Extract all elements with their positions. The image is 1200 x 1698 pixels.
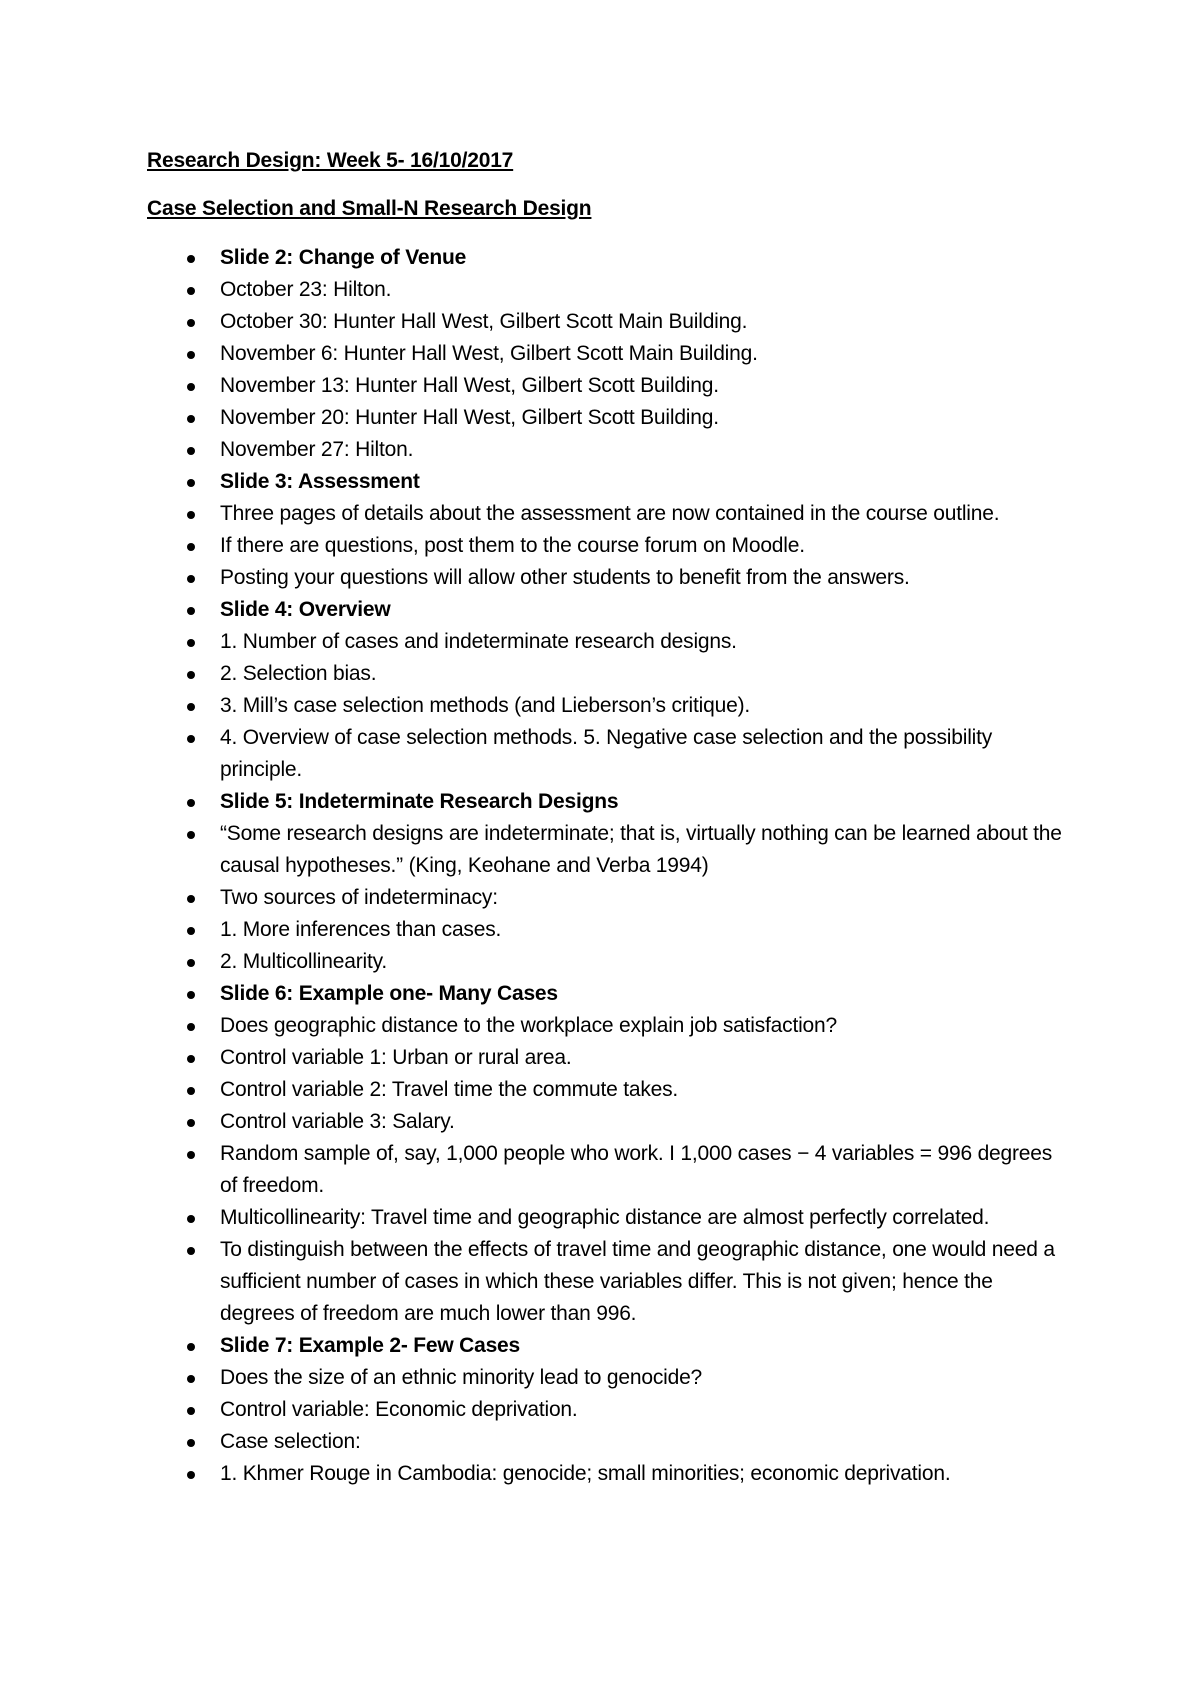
list-item-text: Control variable: Economic deprivation.: [220, 1398, 578, 1421]
bullet-icon: [187, 735, 195, 743]
bullet-icon: [187, 287, 195, 295]
bullet-icon: [187, 255, 195, 263]
list-item-text: “Some research designs are indeterminate; that is, virtually nothing can be learned about the causal hypotheses.” (King, Keohane and Verba 1994): [220, 822, 1062, 877]
list-item: [187, 370, 1067, 402]
bullet-icon: [187, 1343, 195, 1351]
list-item-text: Control variable 3: Salary.: [220, 1110, 455, 1133]
bullet-icon: [187, 383, 195, 391]
slide-heading-item: [187, 594, 1067, 626]
list-item-text: 2. Multicollinearity.: [220, 950, 387, 973]
list-item: [187, 1234, 1067, 1330]
bullet-icon: [187, 1247, 195, 1255]
list-item-text: Slide 6: Example one- Many Cases: [220, 982, 558, 1005]
list-item: [187, 1042, 1067, 1074]
list-item-text: Control variable 2: Travel time the commute takes.: [220, 1078, 679, 1101]
bullet-icon: [187, 895, 195, 903]
bullet-icon: [187, 543, 195, 551]
list-item-text: If there are questions, post them to the course forum on Moodle.: [220, 534, 805, 557]
bullet-icon: [187, 1439, 195, 1447]
list-item: [187, 818, 1067, 882]
list-item-text: November 13: Hunter Hall West, Gilbert Scott Building.: [220, 374, 719, 397]
list-item-text: 1. Number of cases and indeterminate research designs.: [220, 630, 737, 653]
list-item: [187, 434, 1067, 466]
list-item: [187, 1138, 1067, 1202]
list-item: [187, 658, 1067, 690]
list-item-text: October 30: Hunter Hall West, Gilbert Scott Main Building.: [220, 310, 748, 333]
bullet-icon: [187, 351, 195, 359]
list-item: [187, 306, 1067, 338]
list-item-text: Slide 4: Overview: [220, 598, 391, 621]
list-item-text: 3. Mill’s case selection methods (and Lieberson’s critique).: [220, 694, 750, 717]
list-item-text: Case selection:: [220, 1430, 361, 1453]
bullet-icon: [187, 1055, 195, 1063]
list-item-text: Slide 3: Assessment: [220, 470, 420, 493]
list-item: [187, 562, 1067, 594]
list-item-text: October 23: Hilton.: [220, 278, 392, 301]
list-item: [187, 338, 1067, 370]
list-item: [187, 1202, 1067, 1234]
list-item-text: Two sources of indeterminacy:: [220, 886, 498, 909]
slide-heading-item: [187, 978, 1067, 1010]
list-item: [187, 1362, 1067, 1394]
list-item-text: Slide 7: Example 2- Few Cases: [220, 1334, 521, 1357]
bullet-icon: [187, 607, 195, 615]
bullet-icon: [187, 831, 195, 839]
bullet-icon: [187, 1471, 195, 1479]
bullet-icon: [187, 1151, 195, 1159]
list-item: [187, 1394, 1067, 1426]
list-item-text: Control variable 1: Urban or rural area.: [220, 1046, 572, 1069]
bullet-icon: [187, 511, 195, 519]
list-item-text: Posting your questions will allow other students to benefit from the answers.: [220, 566, 910, 589]
list-item-text: Slide 5: Indeterminate Research Designs: [220, 790, 619, 813]
list-item: [187, 1010, 1067, 1042]
list-item: [187, 274, 1067, 306]
bullet-icon: [187, 639, 195, 647]
notes-list: [187, 242, 1067, 1490]
list-item: [187, 946, 1067, 978]
list-item: [187, 402, 1067, 434]
list-item: [187, 882, 1067, 914]
list-item: [187, 690, 1067, 722]
list-item-text: Random sample of, say, 1,000 people who work. I 1,000 cases − 4 variables = 996 degrees of freedom.: [220, 1142, 1053, 1197]
slide-heading-item: [187, 466, 1067, 498]
list-item: [187, 1458, 1067, 1490]
slide-heading-item: [187, 786, 1067, 818]
document-subtitle: Case Selection and Small-N Research Design: [147, 197, 592, 220]
list-item-text: 2. Selection bias.: [220, 662, 377, 685]
bullet-icon: [187, 799, 195, 807]
bullet-icon: [187, 959, 195, 967]
slide-heading-item: [187, 242, 1067, 274]
bullet-icon: [187, 1375, 195, 1383]
list-item-text: November 27: Hilton.: [220, 438, 414, 461]
list-item-text: Does the size of an ethnic minority lead to genocide?: [220, 1366, 703, 1389]
bullet-icon: [187, 575, 195, 583]
bullet-icon: [187, 671, 195, 679]
bullet-icon: [187, 1087, 195, 1095]
bullet-icon: [187, 319, 195, 327]
list-item-text: November 20: Hunter Hall West, Gilbert Scott Building.: [220, 406, 719, 429]
bullet-icon: [187, 415, 195, 423]
bullet-icon: [187, 1119, 195, 1127]
slide-heading-item: [187, 1330, 1067, 1362]
document-title: Research Design: Week 5- 16/10/2017: [147, 149, 514, 172]
list-item-text: Three pages of details about the assessment are now contained in the course outline.: [220, 502, 1000, 525]
bullet-icon: [187, 479, 195, 487]
bullet-icon: [187, 927, 195, 935]
list-item-text: Slide 2: Change of Venue: [220, 246, 467, 269]
list-item: [187, 914, 1067, 946]
bullet-icon: [187, 703, 195, 711]
list-item-text: November 6: Hunter Hall West, Gilbert Scott Main Building.: [220, 342, 758, 365]
list-item-text: 4. Overview of case selection methods. 5. Negative case selection and the possibility principle.: [220, 726, 993, 781]
list-item-text: 1. Khmer Rouge in Cambodia: genocide; small minorities; economic deprivation.: [220, 1462, 951, 1485]
list-item-text: Multicollinearity: Travel time and geographic distance are almost perfectly correlated.: [220, 1206, 990, 1229]
list-item: [187, 530, 1067, 562]
list-item: [187, 1426, 1067, 1458]
bullet-icon: [187, 1023, 195, 1031]
list-item-text: 1. More inferences than cases.: [220, 918, 502, 941]
list-item: [187, 498, 1067, 530]
bullet-icon: [187, 991, 195, 999]
list-item-text: Does geographic distance to the workplace explain job satisfaction?: [220, 1014, 837, 1037]
list-item: [187, 1106, 1067, 1138]
list-item: [187, 1074, 1067, 1106]
list-item: [187, 626, 1067, 658]
list-item-text: To distinguish between the effects of travel time and geographic distance, one would need a sufficient number of cases in which these variables differ. This is not given; hence the degrees of freedom are much lower than 996.: [220, 1238, 1055, 1325]
list-item: [187, 722, 1067, 786]
bullet-icon: [187, 1407, 195, 1415]
bullet-icon: [187, 1215, 195, 1223]
bullet-icon: [187, 447, 195, 455]
